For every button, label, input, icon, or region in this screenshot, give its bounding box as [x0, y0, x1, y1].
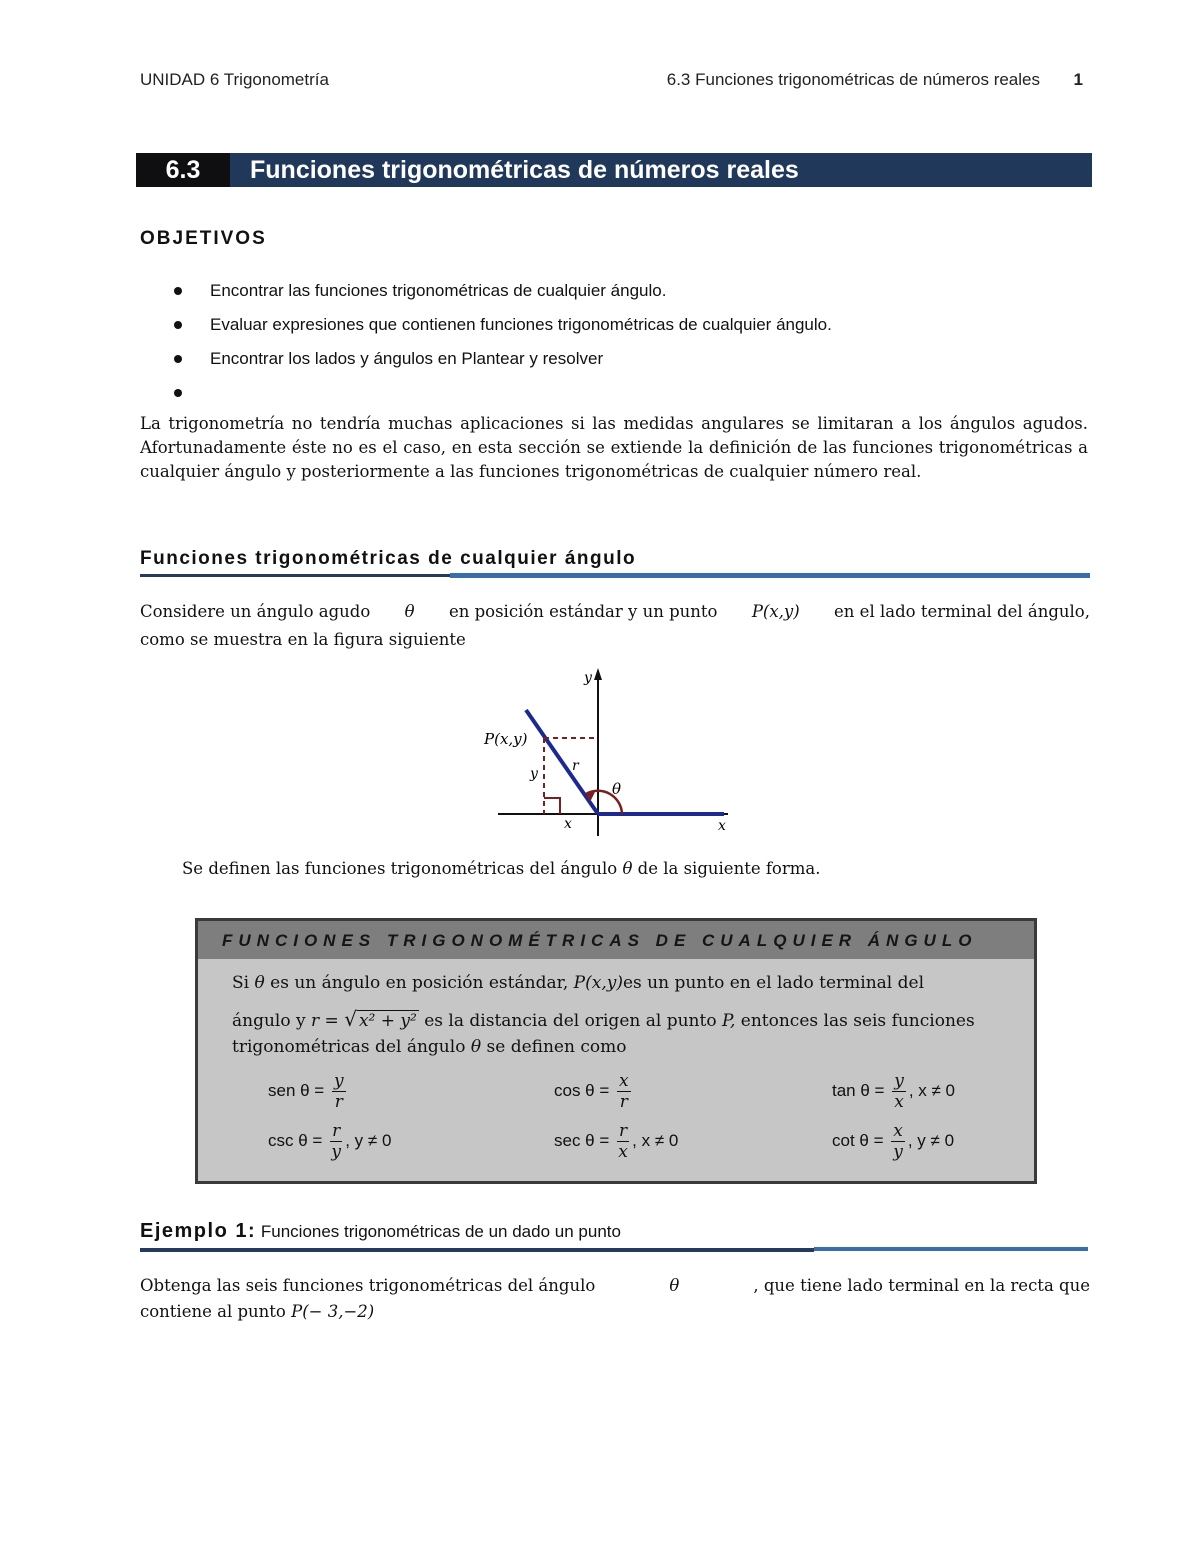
example-rule-blue: [814, 1247, 1088, 1251]
list-item: Encontrar las funciones trigonométricas de cualquier ángulo.: [170, 280, 1070, 314]
define-line: Se definen las funciones trigonométricas del ángulo θ de la siguiente forma.: [182, 859, 821, 878]
subsection-paragraph-line2: como se muestra en la figura siguiente: [140, 630, 466, 649]
function-csc: csc θ = $\frac{r}{y}$ , y ≠ 0: [268, 1121, 392, 1162]
theta-symbol: θ: [622, 859, 633, 878]
subsection-rule-dark: [140, 574, 450, 577]
subsection-heading: Funciones trigonométricas de cualquier ángulo: [140, 548, 637, 569]
running-header-left: UNIDAD 6 Trigonometría: [140, 70, 329, 89]
subsection-paragraph-line1: Considere un ángulo agudo θ en posición estándar y un punto P(x,y) en el lado terminal del ángulo,: [140, 600, 1090, 624]
y-axis-arrow-icon: [594, 668, 602, 680]
example-title: Funciones trigonométricas de un dado un punto: [260, 1222, 621, 1241]
definition-box-heading: FUNCIONES TRIGONOMÉTRICAS DE CUALQUIER ÁNGULO: [222, 931, 978, 950]
terminal-side: [526, 710, 598, 814]
label-x-axis: x: [718, 818, 726, 834]
definition-line-3: trigonométricas del ángulo θ se definen como: [232, 1037, 627, 1057]
list-item: [170, 382, 1070, 416]
bullet-icon: [174, 389, 182, 397]
section-number: 6.3: [136, 153, 230, 187]
objectives-list: [170, 280, 1070, 416]
point-label: P(x,y): [751, 602, 800, 621]
label-x-leg: x: [564, 816, 572, 832]
definition-box: [195, 918, 1037, 1184]
example-text-line2: contiene al punto P(− 3,−2): [140, 1302, 375, 1321]
page-number: 1: [1073, 70, 1083, 89]
function-cos: cos θ = $\frac{x}{r}$: [554, 1071, 629, 1112]
label-y-leg: y: [530, 766, 538, 782]
example-text-line1: Obtenga las seis funciones trigonométricas del ángulo θ , que tiene lado terminal en la recta que: [140, 1274, 1090, 1298]
right-angle-marker: [544, 798, 560, 814]
running-header-right: 6.3 Funciones trigonométricas de números reales: [666, 70, 1040, 89]
objectives-heading: OBJETIVOS: [140, 228, 267, 249]
list-item: Evaluar expresiones que contienen funciones trigonométricas de cualquier ángulo.: [170, 314, 1070, 348]
section-title: Funciones trigonométricas de números reales: [250, 156, 799, 184]
function-sec: sec θ = $\frac{r}{x}$ , x ≠ 0: [554, 1121, 679, 1162]
label-point: P(x,y): [484, 730, 528, 748]
label-r: r: [572, 758, 579, 774]
list-item: Encontrar los lados y ángulos en Plantear y resolver: [170, 348, 1070, 382]
bullet-icon: [174, 321, 182, 329]
example-point: P(− 3,−2): [291, 1302, 375, 1321]
theta-symbol: θ: [669, 1276, 680, 1295]
theta-symbol: θ: [404, 602, 415, 621]
subsection-rule-blue: [450, 573, 1090, 578]
definition-line-2: ángulo y r = √ x² + y² es la distancia del origen al punto P, entonces las seis funciones: [232, 1007, 975, 1031]
function-tan: tan θ = $\frac{y}{x}$ , x ≠ 0: [832, 1071, 955, 1112]
example-label: Ejemplo 1:: [140, 1220, 257, 1242]
bullet-icon: [174, 355, 182, 363]
definition-line-1: Si θ es un ángulo en posición estándar, P(x,y)es un punto en el lado terminal del: [232, 973, 925, 993]
function-sen: sen θ = $\frac{y}{r}$: [268, 1071, 344, 1112]
function-cot: cot θ = $\frac{x}{y}$ , y ≠ 0: [832, 1121, 955, 1162]
label-y-axis: y: [584, 670, 592, 686]
angle-figure: [480, 660, 750, 840]
example-heading: [140, 1220, 621, 1243]
bullet-icon: [174, 287, 182, 295]
sqrt-icon: √: [344, 1007, 357, 1031]
example-rule-dark: [140, 1248, 814, 1252]
intro-paragraph: La trigonometría no tendría muchas aplicaciones si las medidas angulares se limitaran a los ángulos agudos. Afortunadamente éste no es el caso, en esta sección se extiende la definición de las funciones trigonométricas a cualquier ángulo y posteriormente a las funciones trigonométricas de cualquier número real.: [140, 414, 1088, 481]
label-theta: θ: [612, 780, 622, 798]
